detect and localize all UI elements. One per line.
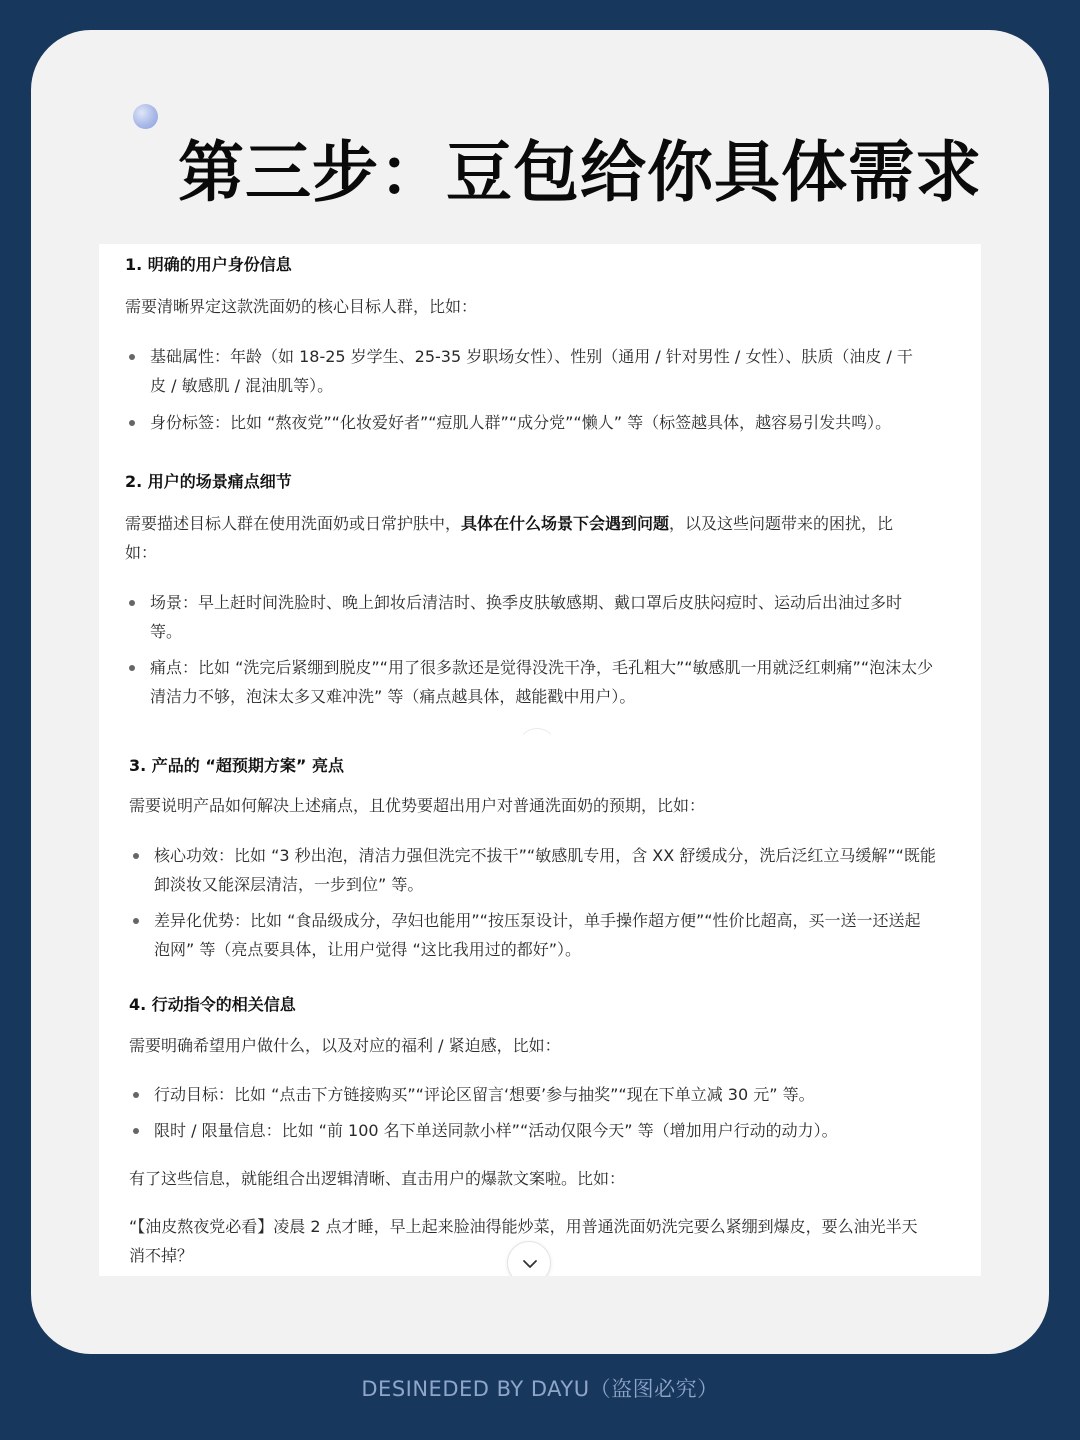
example-line-2: 消不掉？ bbox=[129, 1246, 194, 1265]
section-1-heading: 1. 明确的用户身份信息 bbox=[125, 255, 292, 274]
section-2-bullet-1-line-2: 等。 bbox=[150, 622, 183, 641]
page-title: 第三步：豆包给你具体需求 bbox=[178, 134, 982, 211]
section-1-bullet-1-line-1: 基础属性：年龄（如 18-25 岁学生、25-35 岁职场女性）、性别（通用 / 针对男性 / 女性）、肤质（油皮 / 干 bbox=[150, 347, 913, 366]
example-line-1: “【油皮熬夜党必看】凌晨 2 点才睡，早上起来脸油得能炒菜，用普通洗面奶洗完要么紧绷到爆皮，要么油光半天 bbox=[129, 1217, 918, 1236]
section-2-heading: 2. 用户的场景痛点细节 bbox=[125, 472, 292, 491]
section-3-bullet-2-line-1: 差异化优势：比如 “食品级成分，孕妇也能用”“按压泵设计，单手操作超方便”“性价比超高，买一送一还送起 bbox=[154, 911, 921, 930]
section-2-intro bbox=[125, 509, 955, 538]
section-2-intro-bold: 具体在什么场景下会遇到问题 bbox=[461, 514, 670, 533]
decor-dot-icon bbox=[133, 104, 158, 129]
section-4-heading: 4. 行动指令的相关信息 bbox=[129, 995, 296, 1014]
section-2-intro-c: 如： bbox=[125, 543, 158, 562]
bullet-dot bbox=[133, 1128, 139, 1134]
section-3-bullet-1-line-2: 卸淡妆又能深层清洁，一步到位” 等。 bbox=[154, 875, 424, 894]
closing-text: 有了这些信息，就能组合出逻辑清晰、直击用户的爆款文案啦。比如： bbox=[129, 1169, 626, 1188]
divider-arc bbox=[517, 728, 557, 768]
section-2-bullet-2-line-2: 清洁力不够，泡沫太多又难冲洗” 等（痛点越具体，越能戳中用户）。 bbox=[150, 687, 636, 706]
bullet-dot bbox=[129, 420, 135, 426]
section-1-bullet-1-line-2: 皮 / 敏感肌 / 混油肌等）。 bbox=[150, 376, 334, 395]
section-4-intro: 需要明确希望用户做什么，以及对应的福利 / 紧迫感，比如： bbox=[129, 1036, 561, 1055]
section-3-heading: 3. 产品的 “超预期方案” 亮点 bbox=[129, 756, 344, 775]
section-3-intro: 需要说明产品如何解决上述痛点，且优势要超出用户对普通洗面奶的预期，比如： bbox=[129, 796, 706, 815]
section-4-bullet-2: 限时 / 限量信息：比如 “前 100 名下单送同款小样”“活动仅限今天” 等（增加用户行动的动力）。 bbox=[154, 1121, 838, 1140]
bullet-dot bbox=[133, 853, 139, 859]
footer-credit: DESINEDED BY DAYU（盗图必究） bbox=[361, 1377, 719, 1401]
bullet-dot bbox=[129, 665, 135, 671]
bullet-dot bbox=[129, 354, 135, 360]
section-3-bullet-1-line-1: 核心功效：比如 “3 秒出泡，清洁力强但洗完不拔干”“敏感肌专用，含 XX 舒缓成分，洗后泛红立马缓解”“既能 bbox=[154, 846, 936, 865]
section-2-intro-b: ，以及这些问题带来的困扰，比 bbox=[669, 514, 894, 533]
section-2-intro-a: 需要描述目标人群在使用洗面奶或日常护肤中， bbox=[125, 514, 462, 533]
chevron-down-icon bbox=[521, 1256, 539, 1272]
bullet-dot bbox=[133, 918, 139, 924]
section-2-bullet-1-line-1: 场景：早上赶时间洗脸时、晚上卸妆后清洁时、换季皮肤敏感期、戴口罩后皮肤闷痘时、运动后出油过多时 bbox=[150, 593, 903, 612]
section-2-bullet-2-line-1: 痛点：比如 “洗完后紧绷到脱皮”“用了很多款还是觉得没洗干净，毛孔粗大”“敏感肌一用就泛红刺痛”“泡沫太少 bbox=[150, 658, 934, 677]
section-3-bullet-2-line-2: 泡网” 等（亮点要具体，让用户觉得 “这比我用过的都好”）。 bbox=[154, 940, 582, 959]
bullet-dot bbox=[129, 600, 135, 606]
bullet-dot bbox=[133, 1092, 139, 1098]
section-4-bullet-1: 行动目标：比如 “点击下方链接购买”“评论区留言‘想要’参与抽奖”“现在下单立减 30 元” 等。 bbox=[154, 1085, 815, 1104]
section-1-bullet-2: 身份标签：比如 “熬夜党”“化妆爱好者”“痘肌人群”“成分党”“懒人” 等（标签越具体，越容易引发共鸣）。 bbox=[150, 413, 892, 432]
chat-response-panel[interactable] bbox=[99, 244, 981, 1276]
section-1-intro: 需要清晰界定这款洗面奶的核心目标人群，比如： bbox=[125, 297, 478, 316]
